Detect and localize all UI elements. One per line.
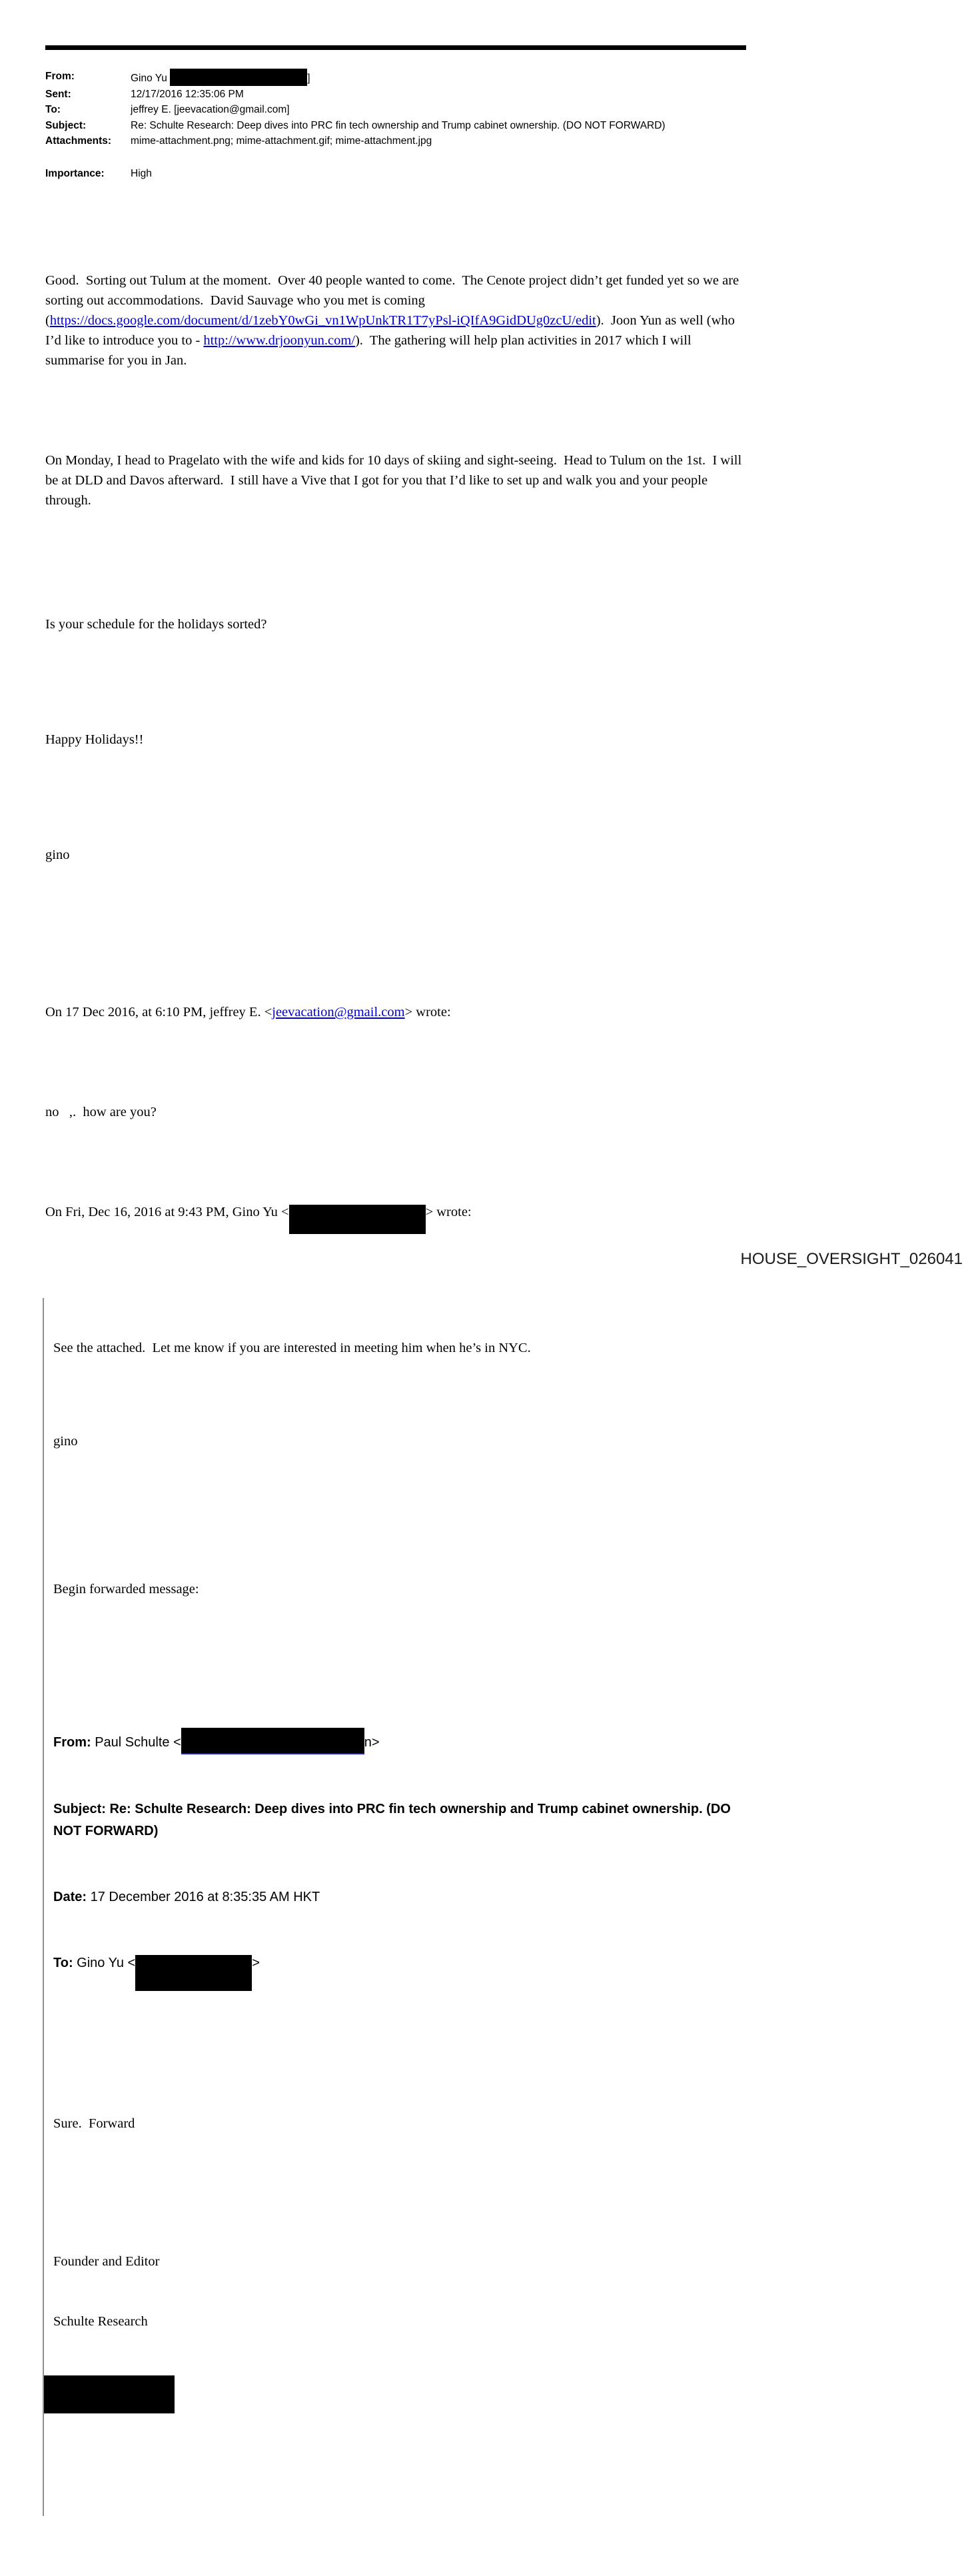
redaction-box-signature-contact (44, 2375, 175, 2413)
subject-value: Re: Schulte Research: Deep dives into PRC fin tech ownership and Trump cabinet ownership. (DO NOT FORWARD) (131, 119, 666, 131)
drjoonyun-link[interactable]: http://www.drjoonyun.com/ (203, 333, 355, 348)
header-row-sent (45, 87, 746, 103)
reply1-intro-text-b: > wrote: (404, 1005, 451, 1019)
forwarded-date-value: 17 December 2016 at 8:35:35 AM HKT (90, 1890, 320, 1904)
jeevacation-email-link[interactable]: jeevacation@gmail.com (272, 1005, 405, 1019)
forwarded-signature-block (53, 2212, 746, 2453)
attachments-label: Attachments: (45, 135, 112, 147)
top-divider-rule (45, 45, 746, 50)
reply2-intro (45, 1202, 746, 1234)
reply1-intro (45, 1002, 746, 1022)
forwarded-from-tail: n> (364, 1735, 380, 1750)
subject-label: Subject: (45, 119, 87, 131)
forwarded-date-label: Date: (53, 1890, 91, 1904)
forwarded-subject-label: Subject: (53, 1802, 110, 1816)
forwarded-message-text: Sure. Forward (53, 2116, 135, 2131)
to-label: To: (45, 104, 61, 115)
redaction-box-reply2-email (289, 1205, 426, 1234)
to-value: jeffrey E. [jeevacation@gmail.com] (131, 104, 290, 115)
email-header (45, 69, 746, 181)
header-row-to (45, 102, 746, 118)
quoted-signature: gino (53, 1434, 78, 1449)
forwarded-subject-row (53, 1798, 746, 1842)
reply1-message: no ,. how are you? (45, 1105, 157, 1119)
forwarded-from-label: From: (53, 1735, 95, 1750)
body-paragraph-3: Is your schedule for the holidays sorted? (45, 617, 267, 632)
reply2-intro-text-a: On Fri, Dec 16, 2016 at 9:43 PM, Gino Yu < (45, 1205, 289, 1219)
forwarded-from-row (53, 1728, 746, 1754)
google-docs-link[interactable]: https://docs.google.com/document/d/1zebY0wGi_vn1WpUnkTR1T7yPsl-iQIfA9GidDUg0zcU/edit (49, 313, 596, 328)
paragraph-1-text-b: ). Joon Yun as well (who I’d like to introduce you to - (45, 313, 739, 348)
begin-forwarded-label: Begin forwarded message: (53, 1582, 199, 1597)
quoted-message-line: See the attached. Let me know if you are interested in meeting him when he’s in NYC. (53, 1341, 531, 1355)
redaction-box-from-email (170, 69, 307, 86)
reply2-intro-text-b: > wrote: (425, 1205, 472, 1219)
header-row-attachments (45, 133, 746, 149)
email-body (45, 181, 746, 2576)
redaction-box-forwarded-from-email (181, 1728, 364, 1754)
header-row-from (45, 69, 746, 87)
page-content (45, 0, 746, 2576)
paragraph-1-text-c: ). The gathering will help plan activities in 2017 which I will summarise for you in Jan. (45, 333, 695, 368)
importance-value: High (131, 167, 152, 179)
forwarded-signature-company: Schulte Research (53, 2314, 148, 2329)
reply1-intro-text-a: On 17 Dec 2016, at 6:10 PM, jeffrey E. < (45, 1005, 272, 1019)
from-name: Gino Yu (131, 73, 171, 84)
forwarded-signature-title: Founder and Editor (53, 2254, 160, 2269)
body-paragraph-4: Happy Holidays!! (45, 732, 144, 747)
header-row-importance (45, 166, 746, 182)
sent-value: 12/17/2016 12:35:06 PM (131, 88, 244, 100)
forwarded-to-value: Gino Yu < (77, 1956, 136, 1970)
sent-label: Sent: (45, 88, 71, 100)
sender-signature: gino (45, 848, 70, 862)
forwarded-from-value: Paul Schulte < (95, 1735, 181, 1750)
header-row-subject (45, 118, 746, 134)
bates-number: HOUSE_OVERSIGHT_026041 (740, 1250, 963, 1268)
redaction-box-forwarded-to-email (135, 1955, 252, 1991)
body-paragraph-2: On Monday, I head to Pragelato with the wife and kids for 10 days of skiing and sight-seeing. Head to Tulum on the 1st. I will be at DLD and Davos afterward. I still have a Vive that I got for you that I’d like to set up and walk you and your people through. (45, 453, 745, 508)
forwarded-subject-value: Re: Schulte Research: Deep dives into PRC fin tech ownership and Trump cabinet ownership. (DO NOT FORWARD) (53, 1802, 735, 1838)
body-paragraph-1 (45, 271, 746, 370)
forwarded-header (53, 1684, 746, 2035)
importance-label: Importance: (45, 167, 105, 179)
forwarded-date-row (53, 1886, 746, 1908)
quoted-forwarded-section (43, 1298, 746, 2516)
forwarded-to-label: To: (53, 1956, 77, 1970)
forwarded-to-row (53, 1952, 746, 1991)
from-value (131, 69, 310, 87)
attachments-value: mime-attachment.png; mime-attachment.gif; mime-attachment.jpg (131, 135, 432, 147)
from-bracket: ] (307, 73, 310, 84)
forwarded-to-tail: > (252, 1956, 260, 1970)
paragraph-1-text-a: Good. Sorting out Tulum at the moment. Over 40 people wanted to come. The Cenote project didn’t get funded yet so we are sorting out accommodations. David Sauvage who you met is coming ( (45, 273, 743, 328)
from-label: From: (45, 71, 75, 82)
